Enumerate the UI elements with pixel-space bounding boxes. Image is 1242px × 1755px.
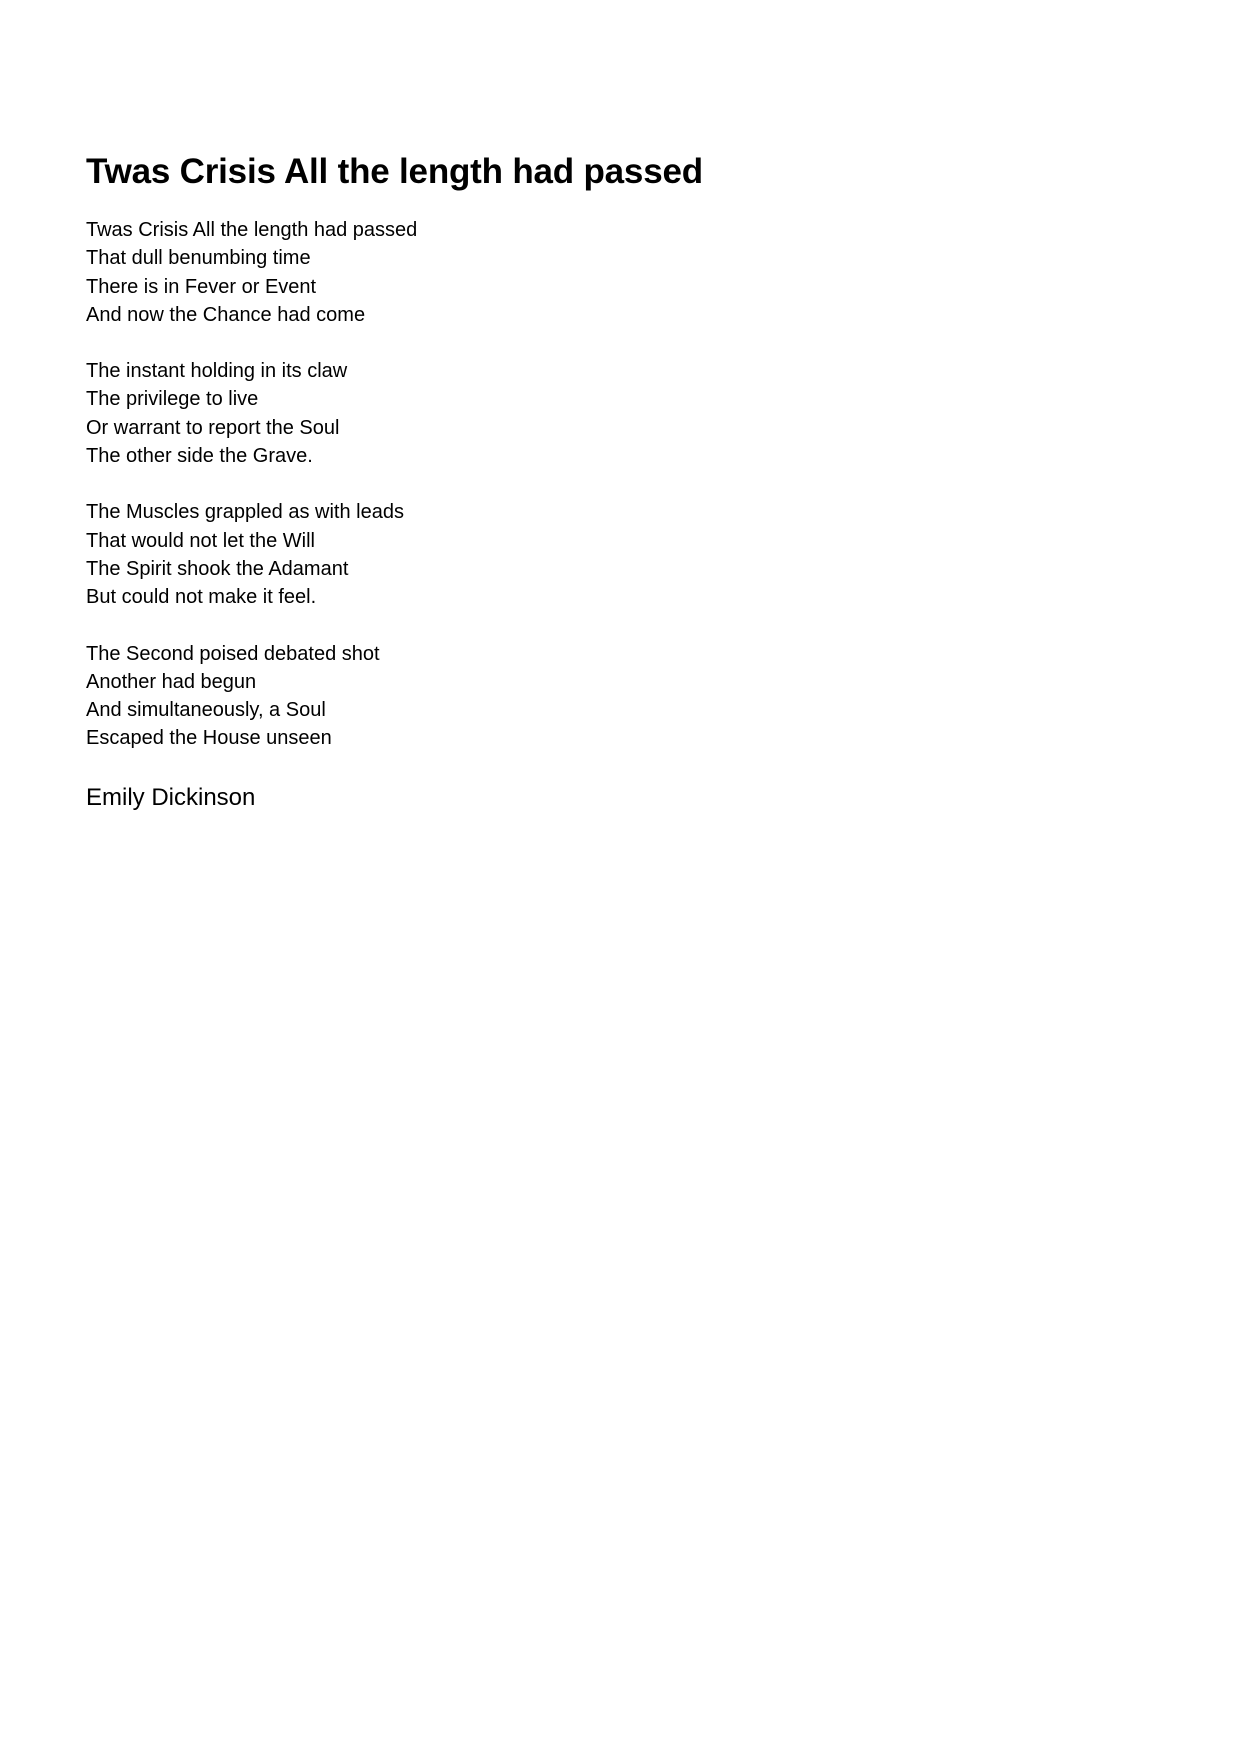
poem-line: Twas Crisis All the length had passed xyxy=(86,219,418,241)
poem-title: Twas Crisis All the length had passed xyxy=(86,152,703,191)
stanza xyxy=(86,498,786,611)
poem-line: The instant holding in its claw xyxy=(86,360,348,383)
stanza xyxy=(86,640,786,753)
poem-line: The Spirit shook the Adamant xyxy=(86,557,349,580)
poem-line: Another had begun xyxy=(86,670,257,693)
poem-line: The privilege to live xyxy=(86,388,259,411)
poem-body xyxy=(86,216,786,781)
poem-line: The other side the Grave. xyxy=(86,445,313,468)
poem-line: Escaped the House unseen xyxy=(86,727,332,750)
poem-line: And simultaneously, a Soul xyxy=(86,699,326,722)
poem-line: The Muscles grappled as with leads xyxy=(86,501,404,524)
stanza xyxy=(86,216,786,329)
stanza xyxy=(86,357,786,470)
poem-line: Or warrant to report the Soul xyxy=(86,416,340,439)
poem-line: That would not let the Will xyxy=(86,529,315,552)
author-name: Emily Dickinson xyxy=(86,784,256,811)
poem-line: The Second poised debated shot xyxy=(86,642,380,665)
poem-line: But could not make it feel. xyxy=(86,586,317,609)
poem-line: That dull benumbing time xyxy=(86,247,311,270)
poem-line: And now the Chance had come xyxy=(86,303,366,326)
poem-line: There is in Fever or Event xyxy=(86,275,317,298)
